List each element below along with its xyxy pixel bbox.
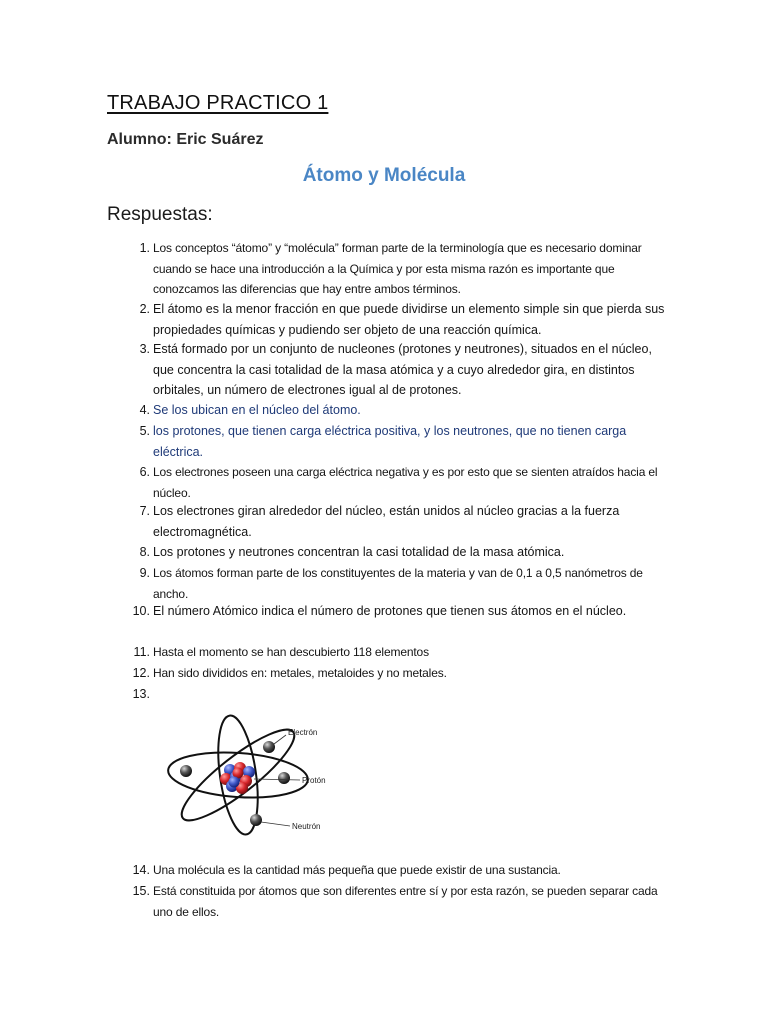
- answer-number: 6.: [139, 465, 150, 479]
- answer-number: 4.: [139, 403, 150, 417]
- answer-item: [128, 299, 668, 340]
- answer-text: Los electrones poseen una carga eléctrica negativa y es por esto que se sienten atraídos hacia el núcleo.: [153, 465, 658, 500]
- answer-text: Los átomos forman parte de los constituyentes de la materia y van de 0,1 a 0,5 nanómetros de ancho.: [153, 566, 643, 601]
- answer-item: [128, 421, 668, 462]
- answer-item: [128, 881, 668, 922]
- electron-left: [180, 765, 192, 777]
- neutron-label: Neutrón: [292, 822, 321, 831]
- answer-item: [128, 339, 668, 401]
- answer-number: 1.: [139, 241, 150, 255]
- answer-item: [128, 642, 668, 663]
- answer-text: El número Atómico indica el número de protones que tienen sus átomos en el núcleo.: [153, 604, 627, 618]
- answer-item: [128, 542, 668, 563]
- answer-number: 13.: [132, 687, 150, 701]
- answer-number: 9.: [139, 566, 150, 580]
- answer-text: Hasta el momento se han descubierto 118 elementos: [153, 645, 429, 659]
- answer-item: [128, 563, 668, 604]
- answer-text: El átomo es la menor fracción en que puede dividirse un elemento simple sin que pierda sus propiedades químicas y pudiendo ser objeto de una reacción química.: [153, 302, 665, 337]
- electron-top-right: [263, 741, 275, 753]
- answer-number: 15.: [132, 884, 150, 898]
- answer-item: [128, 663, 668, 684]
- document-title: TRABAJO PRACTICO 1: [107, 92, 329, 114]
- answer-text: Está constituida por átomos que son diferentes entre sí y por esta razón, se pueden separar cada uno de ellos.: [153, 884, 658, 919]
- answer-text: Una molécula es la cantidad más pequeña que puede existir de una sustancia.: [153, 863, 561, 877]
- answer-item: [128, 860, 668, 881]
- answer-number: 11.: [133, 645, 150, 659]
- answer-number: 5.: [139, 424, 150, 438]
- electron-bottom: [250, 814, 262, 826]
- answer-item: [128, 601, 668, 622]
- answer-number: 2.: [139, 302, 150, 316]
- proton-label: Protón: [302, 776, 326, 785]
- answer-text: Los protones y neutrones concentran la casi totalidad de la masa atómica.: [153, 545, 565, 559]
- student-name: Alumno: Eric Suárez: [107, 131, 264, 148]
- answer-number: 12.: [132, 666, 150, 680]
- answer-item: [128, 501, 668, 542]
- answer-text: Se los ubican en el núcleo del átomo.: [153, 403, 361, 417]
- answer-text: Los electrones giran alrededor del núcleo, están unidos al núcleo gracias a la fuerza electromagnética.: [153, 504, 620, 539]
- answer-number: 7.: [139, 504, 150, 518]
- electron-right: [278, 772, 290, 784]
- answer-text: Está formado por un conjunto de nucleones (protones y neutrones), situados en el núcleo, que concentra la casi totalidad de la masa atómica y a cuyo alrededor gira, en distintos orbitales, un número de electrones igual al de protones.: [153, 342, 652, 397]
- answer-text: Han sido divididos en: metales, metaloides y no metales.: [153, 666, 447, 680]
- answer-text: los protones, que tienen carga eléctrica positiva, y los neutrones, que no tienen carga eléctrica.: [153, 424, 627, 459]
- topic-heading: Átomo y Molécula: [302, 165, 466, 186]
- answer-number: 14.: [132, 863, 150, 877]
- electron-label: Electrón: [288, 728, 318, 737]
- answer-number: 8.: [139, 545, 150, 559]
- atom-diagram: [160, 713, 360, 843]
- answers-label: Respuestas:: [107, 204, 213, 225]
- answer-number: 3.: [139, 342, 150, 356]
- answer-text: Los conceptos “átomo” y “molécula” forman parte de la terminología que es necesario dominar cuando se hace una introducción a la Química y por esta misma razón es importante que conozcamos las diferencias que hay entre ambos términos.: [153, 241, 642, 296]
- answer-item: [128, 238, 668, 300]
- answer-number: 10.: [132, 604, 150, 618]
- answer-item: [128, 400, 668, 421]
- answer-item: [128, 462, 668, 503]
